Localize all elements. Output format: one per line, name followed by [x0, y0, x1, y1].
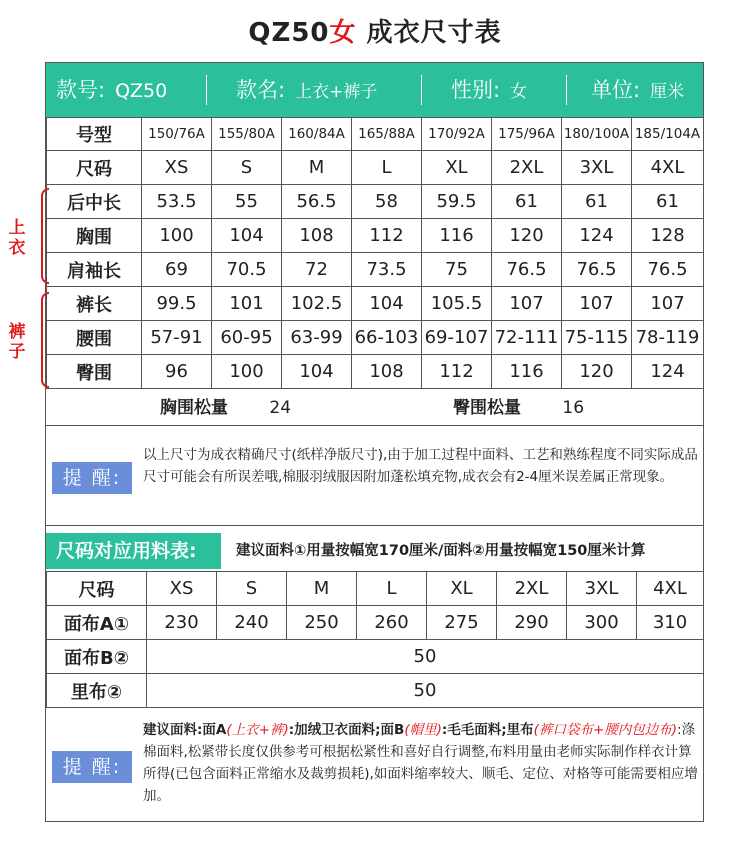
- page-title: [0, 12, 750, 49]
- unit-label: 单位:: [591, 78, 641, 102]
- measure-row-waist: [47, 321, 704, 355]
- size-cell: XL: [422, 151, 492, 185]
- reminder-text-2: [143, 719, 699, 807]
- style-name: [236, 63, 377, 117]
- size-cell: 2XL: [492, 151, 562, 185]
- size-cell: S: [212, 151, 282, 185]
- fabric-size-row: [47, 572, 704, 606]
- value-cell: 300: [567, 606, 637, 640]
- value-cell: 116: [422, 219, 492, 253]
- value-cell: 61: [562, 185, 632, 219]
- value-cell: 61: [492, 185, 562, 219]
- size-cell: 3XL: [562, 151, 632, 185]
- value-cell: 107: [492, 287, 562, 321]
- size-label: 尺码: [47, 151, 142, 185]
- value-cell: 72: [282, 253, 352, 287]
- value-cell: 102.5: [282, 287, 352, 321]
- value-cell: 75-115: [562, 321, 632, 355]
- value-cell: 112: [422, 355, 492, 389]
- chest-ease-label: 胸围松量: [160, 398, 228, 418]
- brace-top: [41, 188, 49, 284]
- size-cell: 4XL: [632, 151, 704, 185]
- measure-row-sleeve: [47, 253, 704, 287]
- value-cell: 53.5: [142, 185, 212, 219]
- fabric-table: [46, 571, 704, 708]
- info-header: [46, 63, 703, 117]
- model-cell: 160/84A: [282, 118, 352, 151]
- brace-pants: [41, 292, 49, 388]
- value-cell: 76.5: [562, 253, 632, 287]
- model-cell: 155/80A: [212, 118, 282, 151]
- value-cell: 69: [142, 253, 212, 287]
- size-table: [46, 117, 704, 389]
- fabric-a-row: [47, 606, 704, 640]
- size-row: [47, 151, 704, 185]
- measure-row-hip: [47, 355, 704, 389]
- title-rest: 成衣尺寸表: [366, 18, 502, 48]
- value-cell: 55: [212, 185, 282, 219]
- fabric-advice-p4: (帽里): [404, 722, 442, 738]
- hip-ease: [453, 391, 584, 425]
- reminder-text: 以上尺寸为成衣精确尺寸(纸样净版尺寸),由于加工过程中面料、工艺和熟练程度不同实际成品尺寸可能会有所误差哦,棉服羽绒服因附加蓬松填充物,成衣会有2-4厘米误差属正常现象。: [143, 447, 698, 485]
- value-cell: 58: [352, 185, 422, 219]
- fabric-size-label: 尺码: [47, 572, 147, 606]
- header-divider: [206, 75, 207, 105]
- value-cell: 260: [357, 606, 427, 640]
- value-cell: 107: [562, 287, 632, 321]
- value-cell: 120: [492, 219, 562, 253]
- row-label: 腰围: [47, 321, 142, 355]
- value-cell: 124: [562, 219, 632, 253]
- style-name-label: 款名:: [236, 78, 286, 102]
- value-cell: 56.5: [282, 185, 352, 219]
- header-divider: [566, 75, 567, 105]
- style-no-value: QZ50: [115, 80, 168, 102]
- unit-value: 厘米: [650, 82, 685, 102]
- group-label-pants: 裤子: [8, 322, 26, 362]
- size-cell: XS: [142, 151, 212, 185]
- value-cell: 104: [212, 219, 282, 253]
- style-no-label: 款号:: [56, 78, 106, 102]
- value-cell: 78-119: [632, 321, 704, 355]
- row-label: 肩袖长: [47, 253, 142, 287]
- value-cell: 240: [217, 606, 287, 640]
- value-cell: 72-111: [492, 321, 562, 355]
- value-cell: 63-99: [282, 321, 352, 355]
- value-cell: 69-107: [422, 321, 492, 355]
- hip-ease-label: 臀围松量: [453, 398, 521, 418]
- size-cell: L: [352, 151, 422, 185]
- gender-label: 性别:: [451, 78, 501, 102]
- value-cell: 290: [497, 606, 567, 640]
- size-cell: XL: [427, 572, 497, 606]
- fabric-b-value: 50: [147, 640, 704, 674]
- value-cell: 100: [212, 355, 282, 389]
- fabric-advice-p2: (上衣+裤): [226, 722, 289, 738]
- value-cell: 275: [427, 606, 497, 640]
- fabric-b-row: [47, 640, 704, 674]
- value-cell: 108: [352, 355, 422, 389]
- size-cell: XS: [147, 572, 217, 606]
- size-cell: M: [287, 572, 357, 606]
- lining-row: [47, 674, 704, 708]
- value-cell: 66-103: [352, 321, 422, 355]
- row-label: 臀围: [47, 355, 142, 389]
- value-cell: 76.5: [632, 253, 704, 287]
- value-cell: 61: [632, 185, 704, 219]
- model-cell: 180/100A: [562, 118, 632, 151]
- value-cell: 59.5: [422, 185, 492, 219]
- measure-row-chest: [47, 219, 704, 253]
- value-cell: 108: [282, 219, 352, 253]
- unit: [591, 63, 684, 117]
- model-cell: 185/104A: [632, 118, 704, 151]
- style-no: [56, 63, 167, 117]
- value-cell: 101: [212, 287, 282, 321]
- row-label: 胸围: [47, 219, 142, 253]
- size-cell: L: [357, 572, 427, 606]
- measure-row-pants-length: [47, 287, 704, 321]
- size-cell: 4XL: [637, 572, 704, 606]
- size-cell: 2XL: [497, 572, 567, 606]
- fabric-advice-p3: :加绒卫衣面料;面B: [288, 722, 405, 738]
- value-cell: 112: [352, 219, 422, 253]
- value-cell: 70.5: [212, 253, 282, 287]
- fabric-b-label: 面布B②: [47, 640, 147, 674]
- model-row: [47, 118, 704, 151]
- fabric-advice-p5: :毛毛面料;里布: [441, 722, 534, 738]
- value-cell: 104: [282, 355, 352, 389]
- style-name-value: 上衣+裤子: [295, 82, 378, 102]
- value-cell: 124: [632, 355, 704, 389]
- value-cell: 73.5: [352, 253, 422, 287]
- fabric-a-label: 面布A①: [47, 606, 147, 640]
- value-cell: 107: [632, 287, 704, 321]
- reminder-badge-2: 提 醒:: [52, 751, 132, 783]
- size-cell: S: [217, 572, 287, 606]
- divider: [46, 525, 703, 526]
- header-divider: [421, 75, 422, 105]
- measure-row-back-length: [47, 185, 704, 219]
- value-cell: 116: [492, 355, 562, 389]
- fabric-advice-p1: 建议面料:面A: [143, 722, 227, 738]
- model-cell: 165/88A: [352, 118, 422, 151]
- reminder-badge: 提 醒:: [52, 462, 132, 494]
- value-cell: 76.5: [492, 253, 562, 287]
- value-cell: 120: [562, 355, 632, 389]
- row-label: 后中长: [47, 185, 142, 219]
- model-cell: 170/92A: [422, 118, 492, 151]
- lining-label: 里布②: [47, 674, 147, 708]
- lining-value: 50: [147, 674, 704, 708]
- value-cell: 96: [142, 355, 212, 389]
- fabric-section-note: 建议面料①用量按幅宽170厘米/面料②用量按幅宽150厘米计算: [236, 543, 646, 559]
- title-gender: 女: [329, 18, 357, 48]
- fabric-advice-p6: (裤口袋布+腰内包边布): [533, 722, 678, 738]
- value-cell: 100: [142, 219, 212, 253]
- title-code: QZ50: [248, 18, 330, 48]
- value-cell: 60-95: [212, 321, 282, 355]
- model-cell: 175/96A: [492, 118, 562, 151]
- group-label-top: 上衣: [8, 218, 26, 258]
- row-label: 裤长: [47, 287, 142, 321]
- value-cell: 57-91: [142, 321, 212, 355]
- fabric-advice-p7: :涤棉面料,松紧带长度仅供参考可根据松紧性和喜好自行调整,布料用量由老师实际制作样衣计算所得(已包含面料正常缩水及裁剪损耗),如面料缩率较大、顺毛、定位、对格等可能需要相应增加。: [143, 722, 698, 804]
- hip-ease-value: 16: [562, 398, 585, 418]
- model-cell: 150/76A: [142, 118, 212, 151]
- size-cell: 3XL: [567, 572, 637, 606]
- value-cell: 105.5: [422, 287, 492, 321]
- value-cell: 104: [352, 287, 422, 321]
- size-cell: M: [282, 151, 352, 185]
- gender-value: 女: [510, 82, 528, 102]
- value-cell: 75: [422, 253, 492, 287]
- divider: [46, 425, 703, 426]
- value-cell: 99.5: [142, 287, 212, 321]
- chest-ease-value: 24: [269, 398, 292, 418]
- gender: [451, 63, 527, 117]
- fabric-section-title: 尺码对应用料表:: [46, 533, 221, 569]
- value-cell: 250: [287, 606, 357, 640]
- value-cell: 128: [632, 219, 704, 253]
- chest-ease: [160, 391, 291, 425]
- value-cell: 230: [147, 606, 217, 640]
- model-label: 号型: [47, 118, 142, 151]
- value-cell: 310: [637, 606, 704, 640]
